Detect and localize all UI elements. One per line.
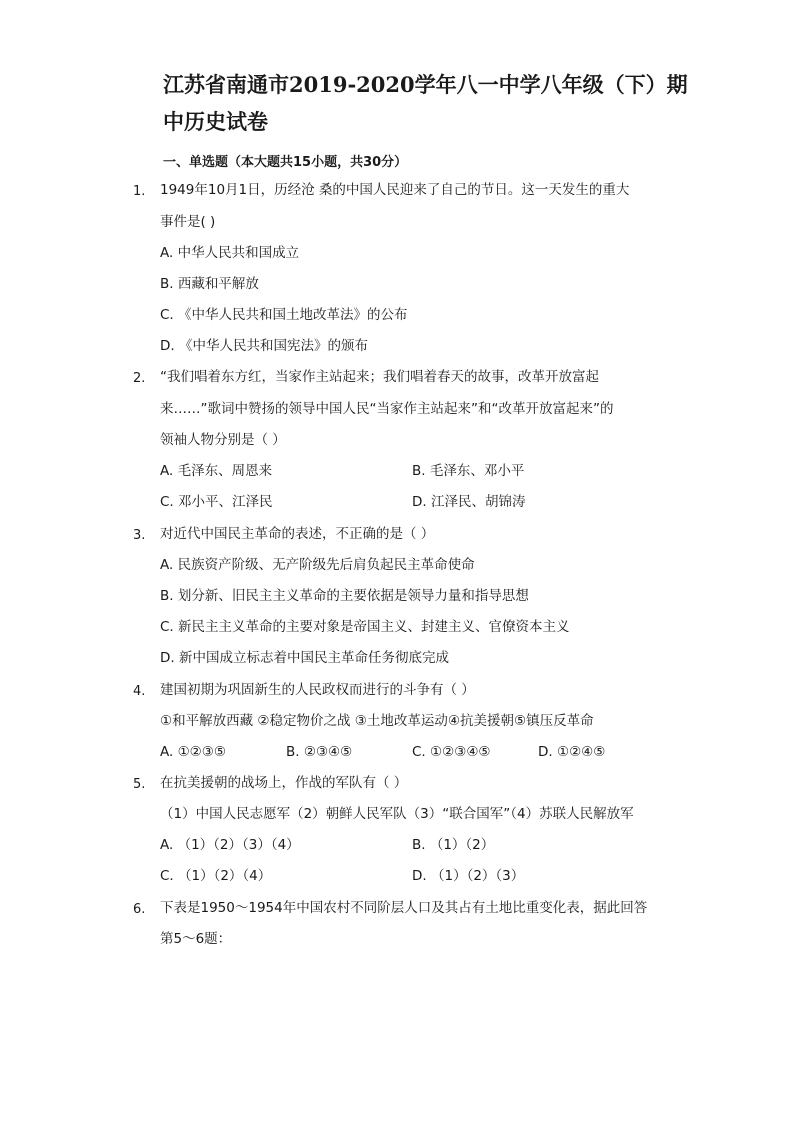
answer-option: C. 新民主主义革命的主要对象是帝国主义、封建主义、官僚资本主义 xyxy=(160,619,570,635)
answer-option: D. （1）（2）（3） xyxy=(412,868,525,884)
question-stem-line: 在抗美援朝的战场上，作战的军队有（ ） xyxy=(160,775,408,791)
question-stem-line: 建国初期为巩固新生的人民政权而进行的斗争有（ ） xyxy=(160,682,475,698)
answer-option: D. ①②④⑤ xyxy=(538,744,606,760)
question-stem-line: 对近代中国民主革命的表述，不正确的是（ ） xyxy=(160,526,435,542)
answer-option: A. ①②③⑤ xyxy=(160,744,226,760)
exam-title-line1: 江苏省南通市2019-2020学年八一中学八年级（下）期 xyxy=(163,72,688,97)
answer-option: A. 中华人民共和国成立 xyxy=(160,245,300,261)
question-stem-line: 第5～6题： xyxy=(160,931,232,947)
answer-option: D. 江泽民、胡锦涛 xyxy=(412,494,526,510)
question-stem-line: 来……”歌词中赞扬的领导中国人民“当家作主站起来”和“改革开放富起来”的 xyxy=(160,401,614,417)
answer-option: C. （1）（2）（4） xyxy=(160,868,272,884)
question-number: 3. xyxy=(133,528,146,543)
question-stem-line: 下表是1950～1954年中国农村不同阶层人口及其占有土地比重变化表，据此回答 xyxy=(160,900,648,916)
question-stem-line: 领袖人物分别是（ ） xyxy=(160,432,286,448)
answer-option: D. 《中华人民共和国宪法》的颁布 xyxy=(160,338,368,354)
question-number: 1. xyxy=(133,184,146,199)
answer-option: B. 西藏和平解放 xyxy=(160,276,259,292)
question-stem-line: ①和平解放西藏 ②稳定物价之战 ③土地改革运动④抗美援朝⑤镇压反革命 xyxy=(160,713,594,729)
answer-option: B. 划分新、旧民主主义革命的主要依据是领导力量和指导思想 xyxy=(160,588,529,604)
question-stem-line: 事件是( ) xyxy=(160,214,216,230)
question-number: 5. xyxy=(133,777,146,792)
question-stem-line: 1949年10月1日，历经沧 桑的中国人民迎来了自己的节日。这一天发生的重大 xyxy=(160,182,630,198)
answer-option: A. 毛泽东、周恩来 xyxy=(160,463,273,479)
question-stem-line: “我们唱着东方红，当家作主站起来；我们唱着春天的故事，改革开放富起 xyxy=(160,369,599,385)
answer-option: A. 民族资产阶级、无产阶级先后肩负起民主革命使命 xyxy=(160,557,475,573)
question-number: 6. xyxy=(133,902,146,917)
answer-option: B. ②③④⑤ xyxy=(286,744,353,760)
answer-option: B. （1）（2） xyxy=(412,837,495,853)
answer-option: C. 邓小平、江泽民 xyxy=(160,494,273,510)
answer-option: C. 《中华人民共和国土地改革法》的公布 xyxy=(160,307,408,323)
answer-option: B. 毛泽东、邓小平 xyxy=(412,463,525,479)
answer-option: A. （1）（2）（3）（4） xyxy=(160,837,300,853)
answer-option: D. 新中国成立标志着中国民主革命任务彻底完成 xyxy=(160,650,449,666)
question-number: 2. xyxy=(133,371,146,386)
question-stem-line: （1）中国人民志愿军（2）朝鲜人民军队（3）“联合国军”（4）苏联人民解放军 xyxy=(160,806,634,822)
section-heading: 一、单选题（本大题共15小题，共30分） xyxy=(163,155,408,170)
answer-option: C. ①②③④⑤ xyxy=(412,744,491,760)
exam-title-line2: 中历史试卷 xyxy=(163,109,268,134)
question-number: 4. xyxy=(133,684,146,699)
